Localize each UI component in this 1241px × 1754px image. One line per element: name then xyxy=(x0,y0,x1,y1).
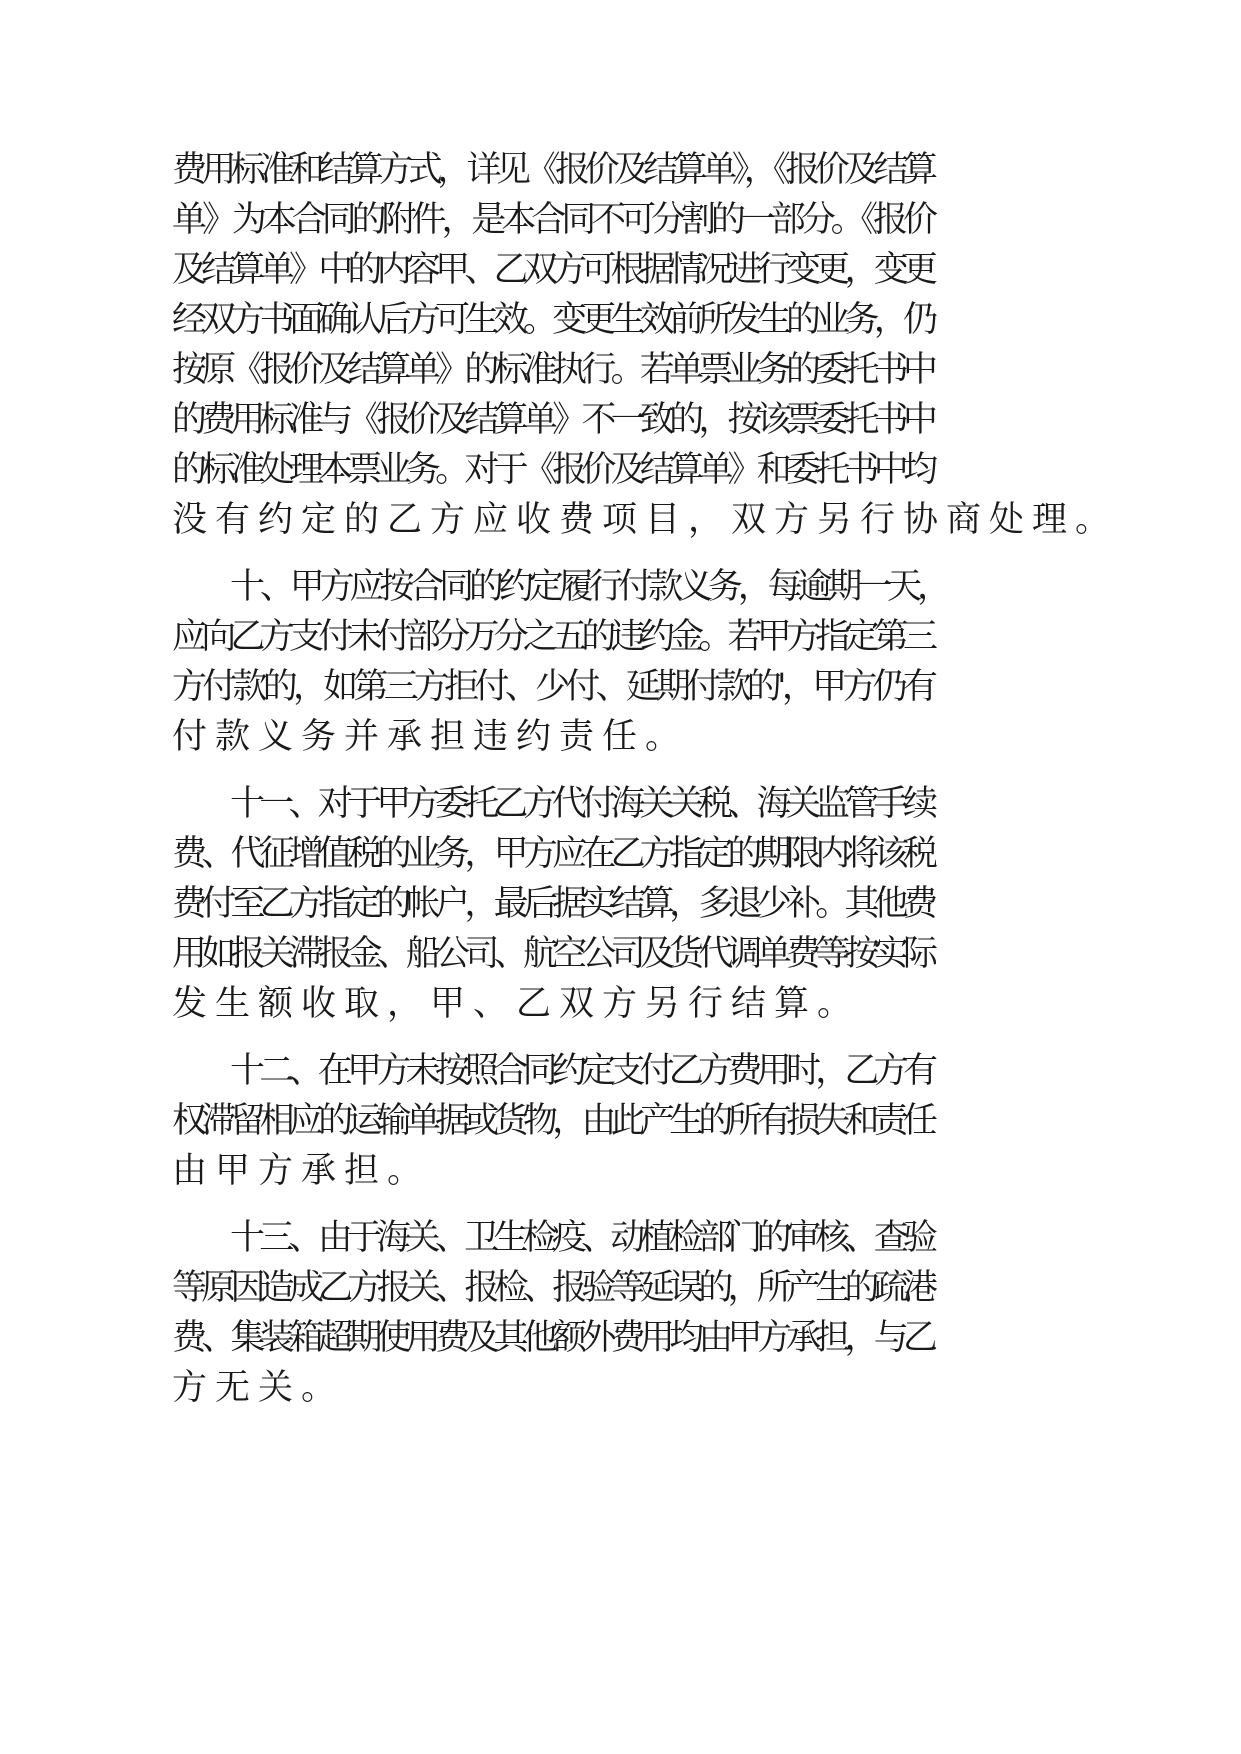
text-line-content: 费、代征增值税的业务，甲方应在乙方指定的期限内将该税 xyxy=(172,834,933,874)
text-line-content: 十一、对于甲方委托乙方代付海关关税、海关监管手续 xyxy=(230,784,933,824)
text-line-content: 没有约定的乙方应收费项目，双方另行协商处理。 xyxy=(172,500,1119,540)
text-line-content: 按原《报价及结算单》的标准执行。若单票业务的委托书中 xyxy=(172,350,933,390)
text-line-content: 方付款的，如第三方拒付、少付、延期付款的'，甲方仍有 xyxy=(172,667,934,707)
text-line-content: 等原因造成乙方报关、报检、报验等延误的，所产生的疏港 xyxy=(172,1268,933,1308)
text-line-content: 用如报关滞报金、船公司、航空公司及货代调单费等按实际 xyxy=(172,934,933,974)
text-line-content: 方无关。 xyxy=(172,1368,345,1408)
text-line-content: 十、甲方应按合同的约定履行付款义务，每逾期一天， xyxy=(230,567,947,607)
text-line-content: 应向乙方支付未付部分万分之五的违约金。若甲方指定第三 xyxy=(172,617,933,657)
text-line-content: 付款义务并承担违约责任。 xyxy=(172,717,689,757)
text-line-content: 费用标准和结算方式，详见《报价及结算单》，《报价及结算 xyxy=(172,150,933,190)
text-line-content: 权滞留相应的运输单据或货物，由此产生的所有损失和责任 xyxy=(172,1101,933,1141)
text-line-content: 由甲方承担。 xyxy=(172,1151,431,1191)
text-line-content: 十三、由于海关、卫生检疫、动植检部门的审核、查验 xyxy=(230,1218,933,1258)
text-line-content: 发生额收取，甲、乙双方另行结算。 xyxy=(172,984,861,1024)
text-line-content: 单》为本合同的附件，是本合同不可分割的一部分。《报价 xyxy=(172,200,933,240)
text-line-content: 及结算单》中的内容甲、乙双方可根据情况进行变更，变更 xyxy=(172,250,933,290)
text-line-content: 费、集装箱超期使用费及其他额外费用均由甲方承担，与乙 xyxy=(172,1318,933,1358)
text-line-content: 经双方书面确认后方可生效。变更生效前所发生的业务，仍 xyxy=(172,300,933,340)
text-line-content: 的费用标准与《报价及结算单》不一致的，按该票委托书中 xyxy=(172,400,933,440)
text-line-content: 费付至乙方指定的帐户，最后据实结算，多退少补。其他费 xyxy=(172,884,933,924)
text-line-content: 十二、在甲方未按照合同约定支付乙方费用时，乙方有 xyxy=(230,1051,933,1091)
text-line-content: 的标准处理本票业务。对于《报价及结算单》和委托书中均 xyxy=(172,450,933,490)
